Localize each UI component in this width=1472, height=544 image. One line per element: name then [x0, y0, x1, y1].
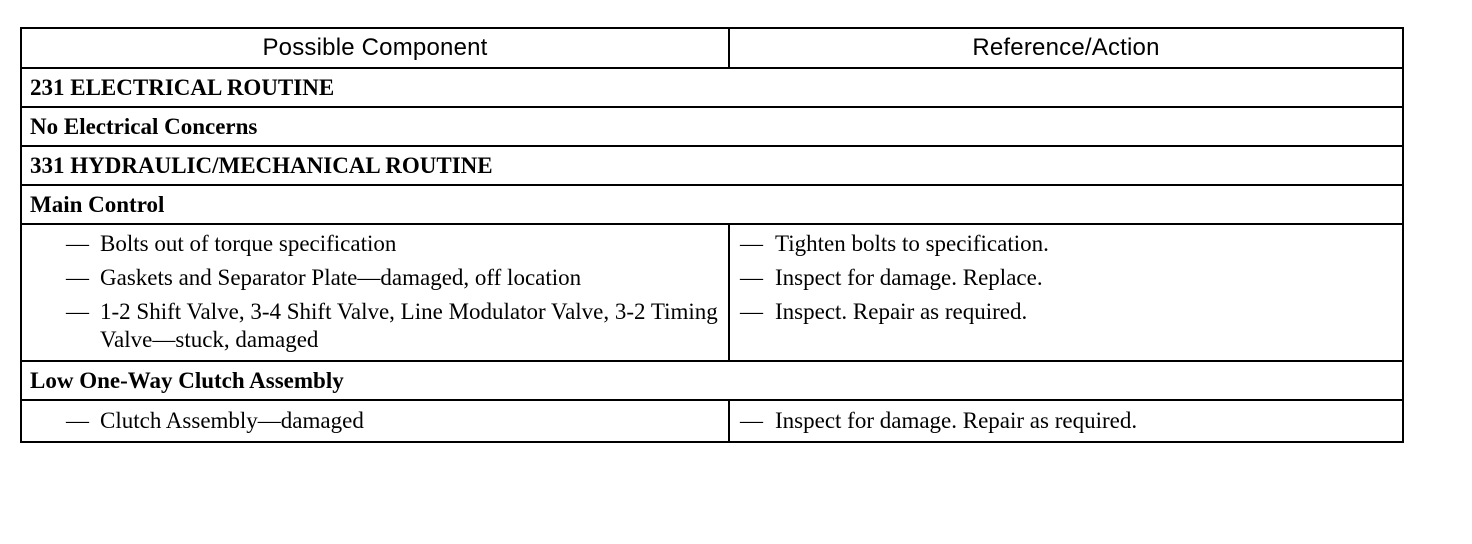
list-item	[730, 230, 1394, 258]
section-row	[21, 107, 1403, 146]
section-title-low-one-way-clutch: Low One-Way Clutch Assembly	[21, 361, 1403, 400]
component-text: Gaskets and Separator Plate—damaged, off location	[100, 265, 582, 290]
action-text: Inspect for damage. Replace.	[775, 265, 1043, 290]
diagnosis-table	[20, 27, 1404, 443]
dash-marker: —	[66, 408, 89, 433]
component-text: Clutch Assembly—damaged	[100, 408, 364, 433]
section-title-electrical-routine: 231 ELECTRICAL ROUTINE	[21, 68, 1403, 107]
table-row	[21, 224, 1403, 361]
dash-marker: —	[740, 231, 763, 256]
list-item	[22, 407, 720, 435]
action-list	[730, 225, 1402, 332]
list-item	[730, 407, 1394, 435]
component-list	[22, 401, 728, 439]
action-text: Tighten bolts to specification.	[775, 231, 1049, 256]
table-row	[21, 400, 1403, 442]
dash-marker: —	[740, 408, 763, 433]
dash-marker: —	[66, 299, 89, 324]
header-reference-action: Reference/Action	[729, 28, 1403, 68]
action-list	[730, 401, 1402, 439]
component-cell	[21, 224, 729, 361]
section-title-no-electrical-concerns: No Electrical Concerns	[21, 107, 1403, 146]
header-possible-component: Possible Component	[21, 28, 729, 68]
list-item	[730, 264, 1394, 292]
section-row	[21, 361, 1403, 400]
list-item	[22, 264, 720, 292]
section-row	[21, 68, 1403, 107]
section-row	[21, 185, 1403, 224]
list-item	[22, 230, 720, 258]
list-item	[730, 298, 1394, 326]
section-title-main-control: Main Control	[21, 185, 1403, 224]
list-item	[22, 298, 720, 354]
section-title-hydraulic-mechanical-routine: 331 HYDRAULIC/MECHANICAL ROUTINE	[21, 146, 1403, 185]
table-header-row	[21, 28, 1403, 68]
dash-marker: —	[66, 265, 89, 290]
component-text: 1-2 Shift Valve, 3-4 Shift Valve, Line Modulator Valve, 3-2 Timing Valve—stuck, damaged	[100, 299, 718, 352]
component-list	[22, 225, 728, 360]
action-text: Inspect. Repair as required.	[775, 299, 1028, 324]
dash-marker: —	[66, 231, 89, 256]
action-text: Inspect for damage. Repair as required.	[775, 408, 1138, 433]
component-cell	[21, 400, 729, 442]
dash-marker: —	[740, 299, 763, 324]
component-text: Bolts out of torque specification	[100, 231, 397, 256]
dash-marker: —	[740, 265, 763, 290]
section-row	[21, 146, 1403, 185]
action-cell	[729, 400, 1403, 442]
action-cell	[729, 224, 1403, 361]
